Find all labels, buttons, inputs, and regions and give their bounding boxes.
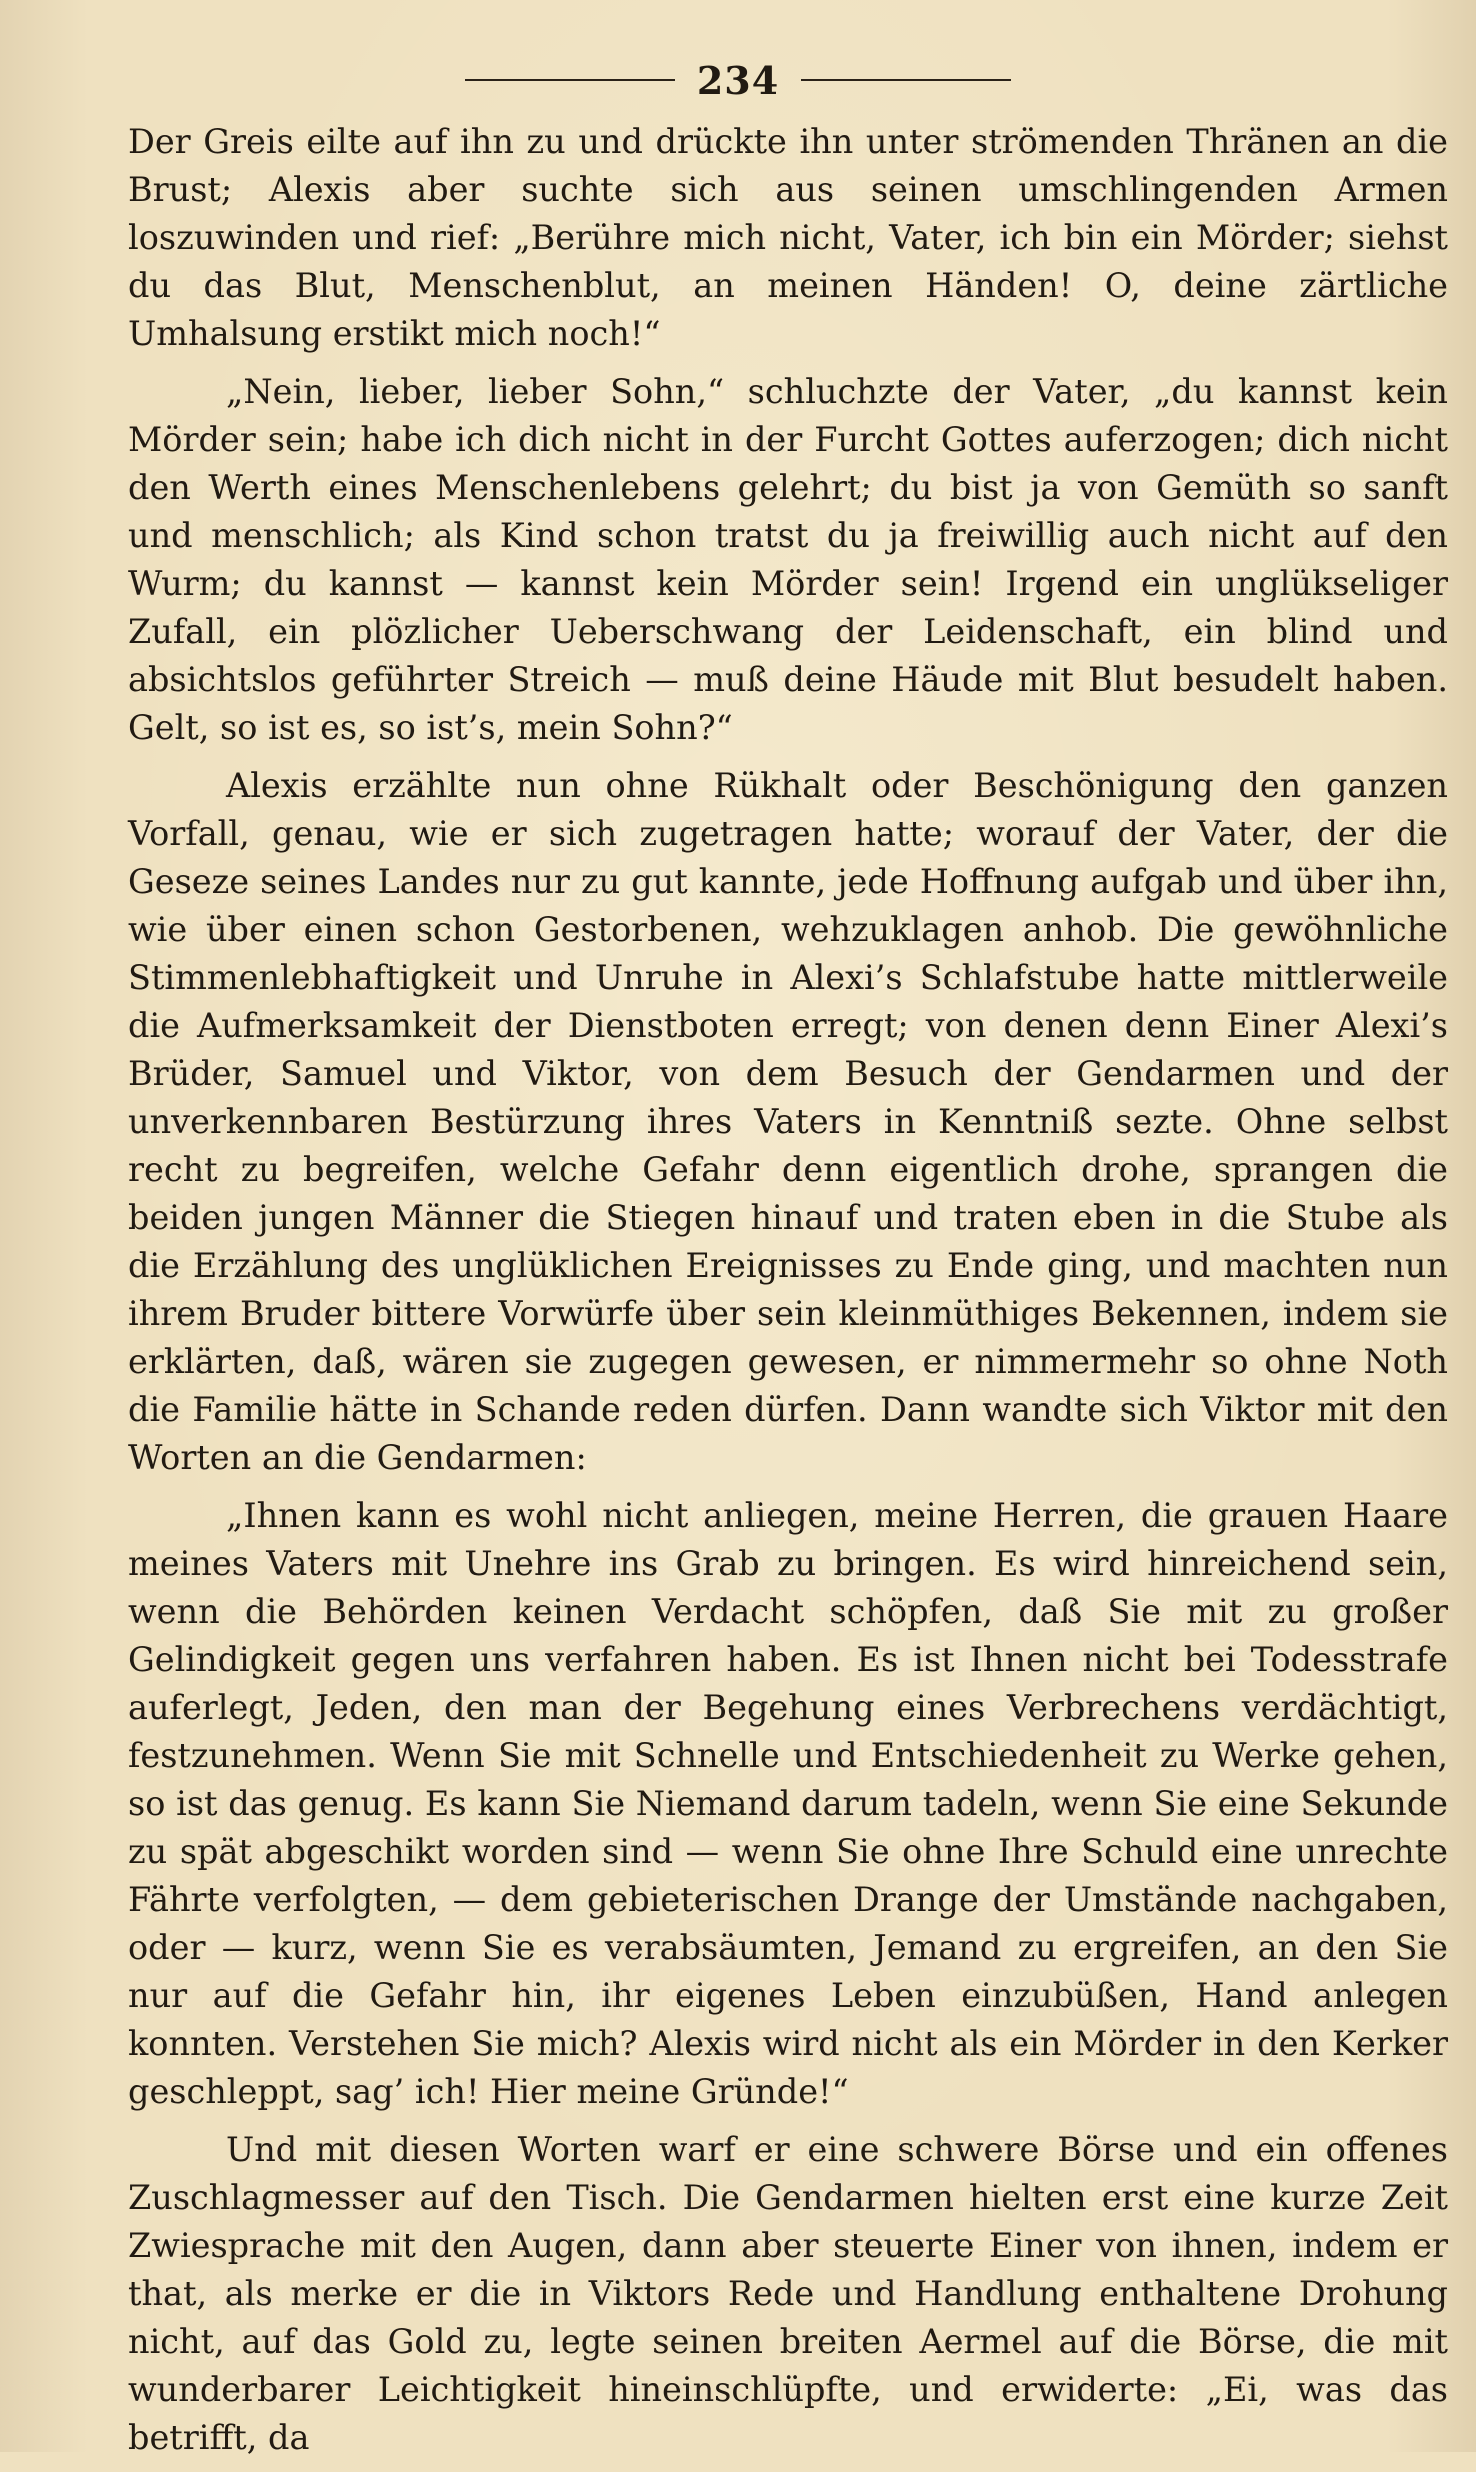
header-rule-left: [465, 79, 675, 81]
page-header: [0, 52, 1476, 108]
paragraph-2: „Nein, lieber, lieber Sohn,“ schluchzte der Vater, „du kannst kein Mörder sein; habe ich dich nicht in der Furcht Gottes auferzogen; dich nicht den Werth eines Menschenlebens gelehrt; du bist ja von Gemüth so sanft und menschlich; als Kind schon tratst du ja freiwillig auch nicht auf den Wurm; du kannst — kannst kein Mörder sein! Irgend ein unglükseliger Zufall, ein plözlicher Ueberschwang der Leidenschaft, ein blind und absichtslos geführter Streich — muß deine Häude mit Blut besudelt haben. Gelt, so ist es, so ist’s, mein Sohn?“: [128, 372, 1448, 747]
paragraph-4: „Ihnen kann es wohl nicht anliegen, meine Herren, die grauen Haare meines Vaters mit Unehre ins Grab zu bringen. Es wird hinreichend sein, wenn die Behörden keinen Verdacht schöpfen, daß Sie mit zu großer Gelindigkeit gegen uns verfahren haben. Es ist Ihnen nicht bei Todesstrafe auferlegt, Jeden, den man der Begehung eines Verbrechens verdächtigt, festzunehmen. Wenn Sie mit Schnelle und Entschiedenheit zu Werke gehen, so ist das genug. Es kann Sie Niemand darum tadeln, wenn Sie eine Sekunde zu spät abgeschikt worden sind — wenn Sie ohne Ihre Schuld eine unrechte Fährte verfolgten, — dem gebieterischen Drange der Umstände nachgaben, oder — kurz, wenn Sie es verabsäumten, Jemand zu ergreifen, an den Sie nur auf die Gefahr hin, ihr eigenes Leben einzubüßen, Hand anlegen konnten. Verstehen Sie mich? Alexis wird nicht als ein Mörder in den Kerker geschleppt, sag’ ich! Hier meine Gründe!“: [128, 1496, 1448, 2111]
header-rule-right: [801, 79, 1011, 81]
body-text: [128, 118, 1448, 2472]
paragraph-1: Der Greis eilte auf ihn zu und drückte ihn unter strömenden Thränen an die Brust; Alexis aber suchte sich aus seinen umschlingenden Armen loszuwinden und rief: „Berühre mich nicht, Vater, ich bin ein Mörder; siehst du das Blut, Menschenblut, an meinen Händen! O, deine zärtliche Umhalsung erstikt mich noch!“: [128, 122, 1448, 353]
page-number: 234: [696, 57, 780, 103]
paragraph-3: Alexis erzählte nun ohne Rükhalt oder Beschönigung den ganzen Vorfall, genau, wie er sich zugetragen hatte; worauf der Vater, der die Geseze seines Landes nur zu gut kannte, jede Hoffnung aufgab und über ihn, wie über einen schon Gestorbenen, wehzuklagen anhob. Die gewöhnliche Stimmenlebhaftigkeit und Unruhe in Alexi’s Schlafstube hatte mittlerweile die Aufmerksamkeit der Dienstboten erregt; von denen denn Einer Alexi’s Brüder, Samuel und Viktor, von dem Besuch der Gendarmen und der unverkennbaren Bestürzung ihres Vaters in Kenntniß sezte. Ohne selbst recht zu begreifen, welche Gefahr denn eigentlich drohe, sprangen die beiden jungen Männer die Stiegen hinauf und traten eben in die Stube als die Erzählung des unglüklichen Ereignisses zu Ende ging, und machten nun ihrem Bruder bittere Vorwürfe über sein kleinmüthiges Bekennen, indem sie erklärten, daß, wären sie zugegen gewesen, er nimmermehr so ohne Noth die Familie hätte in Schande reden dürfen. Dann wandte sich Viktor mit den Worten an die Gendarmen:: [128, 766, 1448, 1477]
paragraph-5: Und mit diesen Worten warf er eine schwere Börse und ein offenes Zuschlagmesser auf den Tisch. Die Gendarmen hielten erst eine kurze Zeit Zwiesprache mit den Augen, dann aber steuerte Einer von ihnen, indem er that, als merke er die in Viktors Rede und Handlung enthaltene Drohung nicht, auf das Gold zu, legte seinen breiten Aermel auf die Börse, die mit wunderbarer Leichtigkeit hineinschlüpfte, und erwiderte: „Ei, was das betrifft, da: [128, 2130, 1448, 2457]
